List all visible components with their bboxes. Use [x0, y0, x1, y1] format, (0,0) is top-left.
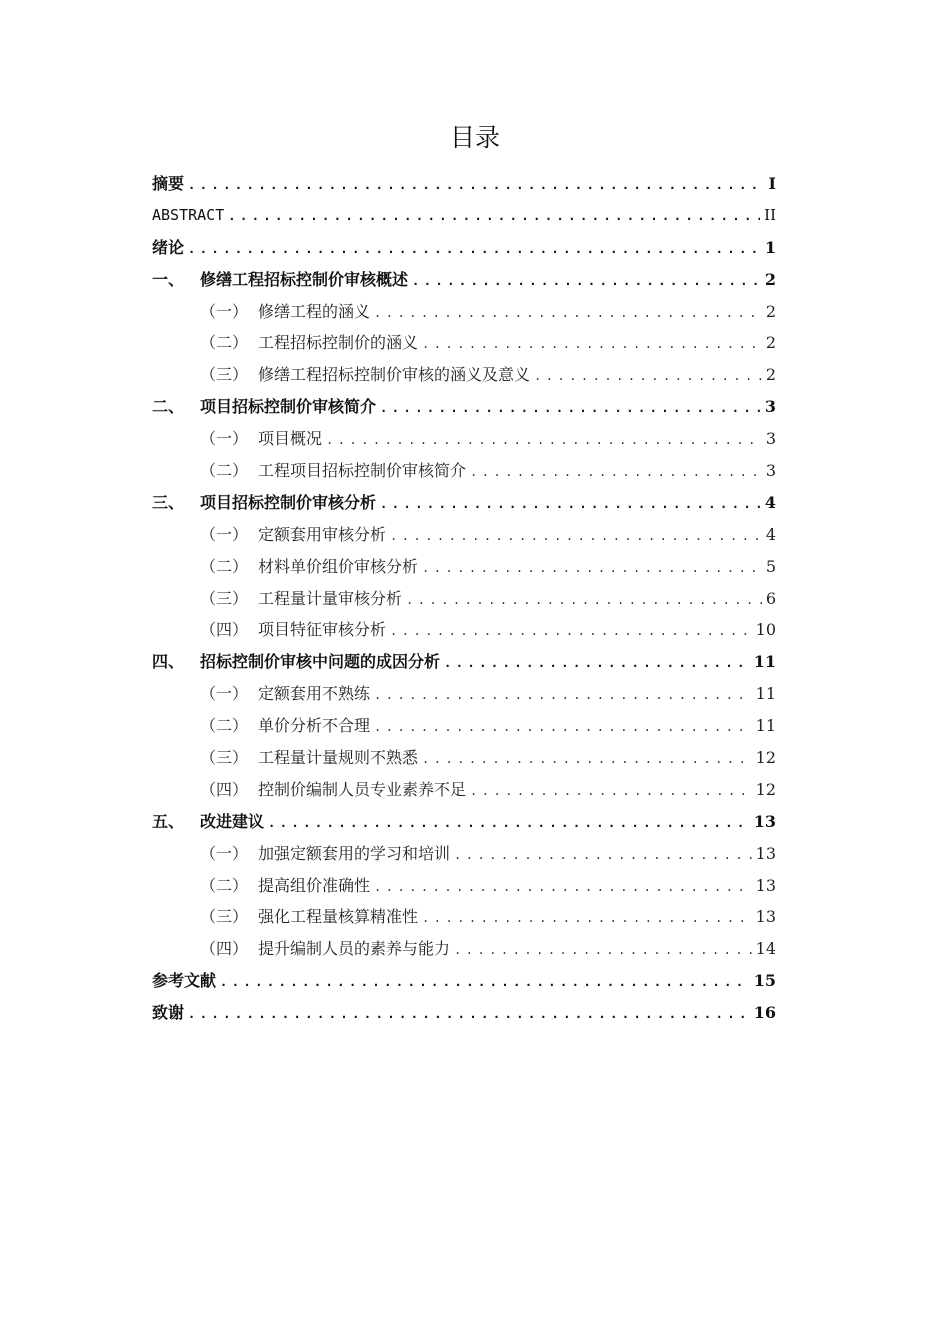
toc-entry-section-3-2[interactable]: [152, 551, 776, 583]
toc-entry-abstract-cn[interactable]: [152, 168, 776, 200]
toc-entry-label: 项目特征审核分析: [258, 620, 387, 640]
toc-entry-chapter-3[interactable]: [152, 487, 776, 519]
toc-entry-introduction[interactable]: [152, 232, 776, 264]
toc-entry-section-5-2[interactable]: [152, 870, 776, 902]
dot-leader: [422, 744, 752, 776]
toc-entry-page: 1: [764, 237, 776, 257]
toc-entry-number: （二）: [200, 716, 249, 736]
toc-entry-page: 6: [765, 588, 776, 608]
toc-entry-abstract-en[interactable]: [152, 200, 776, 232]
dot-leader: [374, 680, 752, 712]
dot-leader: [188, 234, 761, 266]
toc-entry-number: 二、: [152, 397, 185, 417]
toc-entry-label: 修缮工程的涵义: [258, 301, 371, 321]
dot-leader: [534, 361, 762, 393]
toc-entry-number: 三、: [152, 492, 185, 512]
toc-entry-section-5-4[interactable]: [152, 933, 776, 965]
toc-entry-section-5-1[interactable]: [152, 838, 776, 870]
dot-leader: [374, 712, 752, 744]
toc-entry-label: 参考文献: [152, 971, 217, 991]
toc-entry-page: 13: [755, 843, 776, 863]
dot-leader: [374, 872, 752, 904]
dot-leader: [374, 298, 762, 330]
toc-entry-page: 13: [755, 875, 776, 895]
toc-title: 目录: [449, 123, 500, 152]
toc-entry-number: 一、: [152, 269, 185, 289]
dot-leader: [470, 457, 762, 489]
toc-entry-page: 13: [755, 907, 776, 927]
dot-leader: [412, 266, 761, 298]
toc-entry-page: 11: [753, 652, 776, 672]
toc-entry-page: 4: [765, 524, 776, 544]
toc-entry-label: 控制价编制人员专业素养不足: [258, 779, 467, 799]
dot-leader: [406, 585, 762, 617]
toc-entry-page: 13: [753, 811, 776, 831]
dot-leader: [422, 329, 762, 361]
toc-entry-number: （三）: [200, 748, 249, 768]
dot-leader: [220, 967, 750, 999]
toc-entry-label: 定额套用不熟练: [258, 684, 371, 704]
toc-entry-number: （一）: [200, 301, 249, 321]
dot-leader: [444, 648, 750, 680]
toc-entry-section-4-2[interactable]: [152, 710, 776, 742]
toc-entry-label: 提高组价准确性: [258, 875, 371, 895]
dot-leader: [228, 201, 760, 233]
toc-entry-number: 四、: [152, 652, 185, 672]
toc-entry-page: 3: [764, 397, 776, 417]
toc-entry-number: （三）: [200, 907, 249, 927]
toc-entry-page: I: [768, 174, 776, 193]
toc-list: [152, 168, 776, 1029]
toc-entry-section-5-3[interactable]: [152, 901, 776, 933]
toc-entry-page: 16: [753, 1003, 776, 1023]
toc-entry-page: 2: [765, 365, 776, 385]
toc-entry-page: 12: [755, 779, 776, 799]
toc-entry-label: 项目招标控制价审核简介: [200, 397, 377, 417]
toc-entry-label: 强化工程量核算精准性: [258, 907, 419, 927]
toc-entry-label: 提升编制人员的素养与能力: [258, 939, 451, 959]
toc-entry-page: 12: [755, 748, 776, 768]
toc-entry-number: （一）: [200, 684, 249, 704]
dot-leader: [380, 393, 761, 425]
toc-entry-label: 招标控制价审核中问题的成因分析: [200, 652, 441, 672]
toc-entry-label: 工程招标控制价的涵义: [258, 333, 419, 353]
toc-entry-label: 单价分析不合理: [258, 716, 371, 736]
toc-entry-number: （一）: [200, 524, 249, 544]
toc-entry-number: （二）: [200, 556, 249, 576]
dot-leader: [390, 616, 752, 648]
toc-entry-page: 3: [765, 429, 776, 449]
toc-entry-section-2-1[interactable]: [152, 423, 776, 455]
toc-entry-section-4-3[interactable]: [152, 742, 776, 774]
dot-leader: [188, 999, 750, 1031]
toc-entry-chapter-1[interactable]: [152, 264, 776, 296]
toc-entry-page: 2: [764, 269, 776, 289]
toc-entry-label: 材料单价组价审核分析: [258, 556, 419, 576]
dot-leader: [470, 776, 752, 808]
toc-entry-section-4-4[interactable]: [152, 774, 776, 806]
dot-leader: [380, 489, 761, 521]
dot-leader: [454, 935, 752, 967]
toc-entry-label: 修缮工程招标控制价审核概述: [200, 269, 409, 289]
toc-entry-references[interactable]: [152, 965, 776, 997]
toc-entry-number: （一）: [200, 429, 249, 449]
toc-entry-chapter-5[interactable]: [152, 806, 776, 838]
toc-entry-section-3-3[interactable]: [152, 583, 776, 615]
toc-entry-label: 摘要: [152, 174, 185, 193]
toc-entry-chapter-4[interactable]: [152, 646, 776, 678]
toc-entry-number: （二）: [200, 875, 249, 895]
toc-entry-number: （四）: [200, 620, 249, 640]
toc-entry-chapter-2[interactable]: [152, 391, 776, 423]
toc-entry-page: II: [764, 205, 776, 224]
dot-leader: [454, 840, 752, 872]
toc-entry-section-1-2[interactable]: [152, 327, 776, 359]
dot-leader: [390, 521, 762, 553]
toc-entry-label: 项目招标控制价审核分析: [200, 492, 377, 512]
toc-entry-label: 工程量计量审核分析: [258, 588, 403, 608]
dot-leader: [188, 170, 762, 202]
toc-entry-page: 2: [765, 333, 776, 353]
toc-entry-acknowledgements[interactable]: [152, 997, 776, 1029]
toc-entry-page: 5: [765, 556, 776, 576]
toc-entry-section-2-2[interactable]: [152, 455, 776, 487]
toc-entry-page: 10: [755, 620, 776, 640]
dot-leader: [326, 425, 762, 457]
toc-entry-number: 五、: [152, 811, 185, 831]
toc-entry-label: 定额套用审核分析: [258, 524, 387, 544]
toc-entry-label: 致谢: [152, 1003, 185, 1023]
toc-entry-label: 项目概况: [258, 429, 323, 449]
toc-entry-page: 15: [753, 971, 776, 991]
toc-entry-number: （二）: [200, 333, 249, 353]
toc-entry-page: 11: [755, 716, 776, 736]
dot-leader: [268, 808, 750, 840]
toc-entry-number: （一）: [200, 843, 249, 863]
toc-entry-section-3-1[interactable]: [152, 519, 776, 551]
toc-entry-label: 改进建议: [200, 811, 265, 831]
toc-entry-label: 工程量计量规则不熟悉: [258, 748, 419, 768]
toc-entry-label: 工程项目招标控制价审核简介: [258, 461, 467, 481]
toc-entry-label: 加强定额套用的学习和培训: [258, 843, 451, 863]
toc-entry-section-1-1[interactable]: [152, 296, 776, 328]
toc-entry-page: 14: [755, 939, 776, 959]
toc-entry-section-1-3[interactable]: [152, 359, 776, 391]
toc-entry-label: ABSTRACT: [152, 205, 225, 224]
toc-entry-number: （三）: [200, 588, 249, 608]
toc-entry-number: （三）: [200, 365, 249, 385]
toc-entry-page: 4: [764, 492, 776, 512]
toc-entry-section-3-4[interactable]: [152, 614, 776, 646]
toc-entry-page: 2: [765, 301, 776, 321]
toc-entry-label: 绪论: [152, 237, 185, 257]
toc-entry-section-4-1[interactable]: [152, 678, 776, 710]
toc-entry-page: 11: [755, 684, 776, 704]
toc-entry-page: 3: [765, 461, 776, 481]
toc-entry-number: （二）: [200, 461, 249, 481]
toc-entry-number: （四）: [200, 939, 249, 959]
toc-entry-label: 修缮工程招标控制价审核的涵义及意义: [258, 365, 531, 385]
dot-leader: [422, 903, 752, 935]
dot-leader: [422, 553, 762, 585]
toc-entry-number: （四）: [200, 779, 249, 799]
